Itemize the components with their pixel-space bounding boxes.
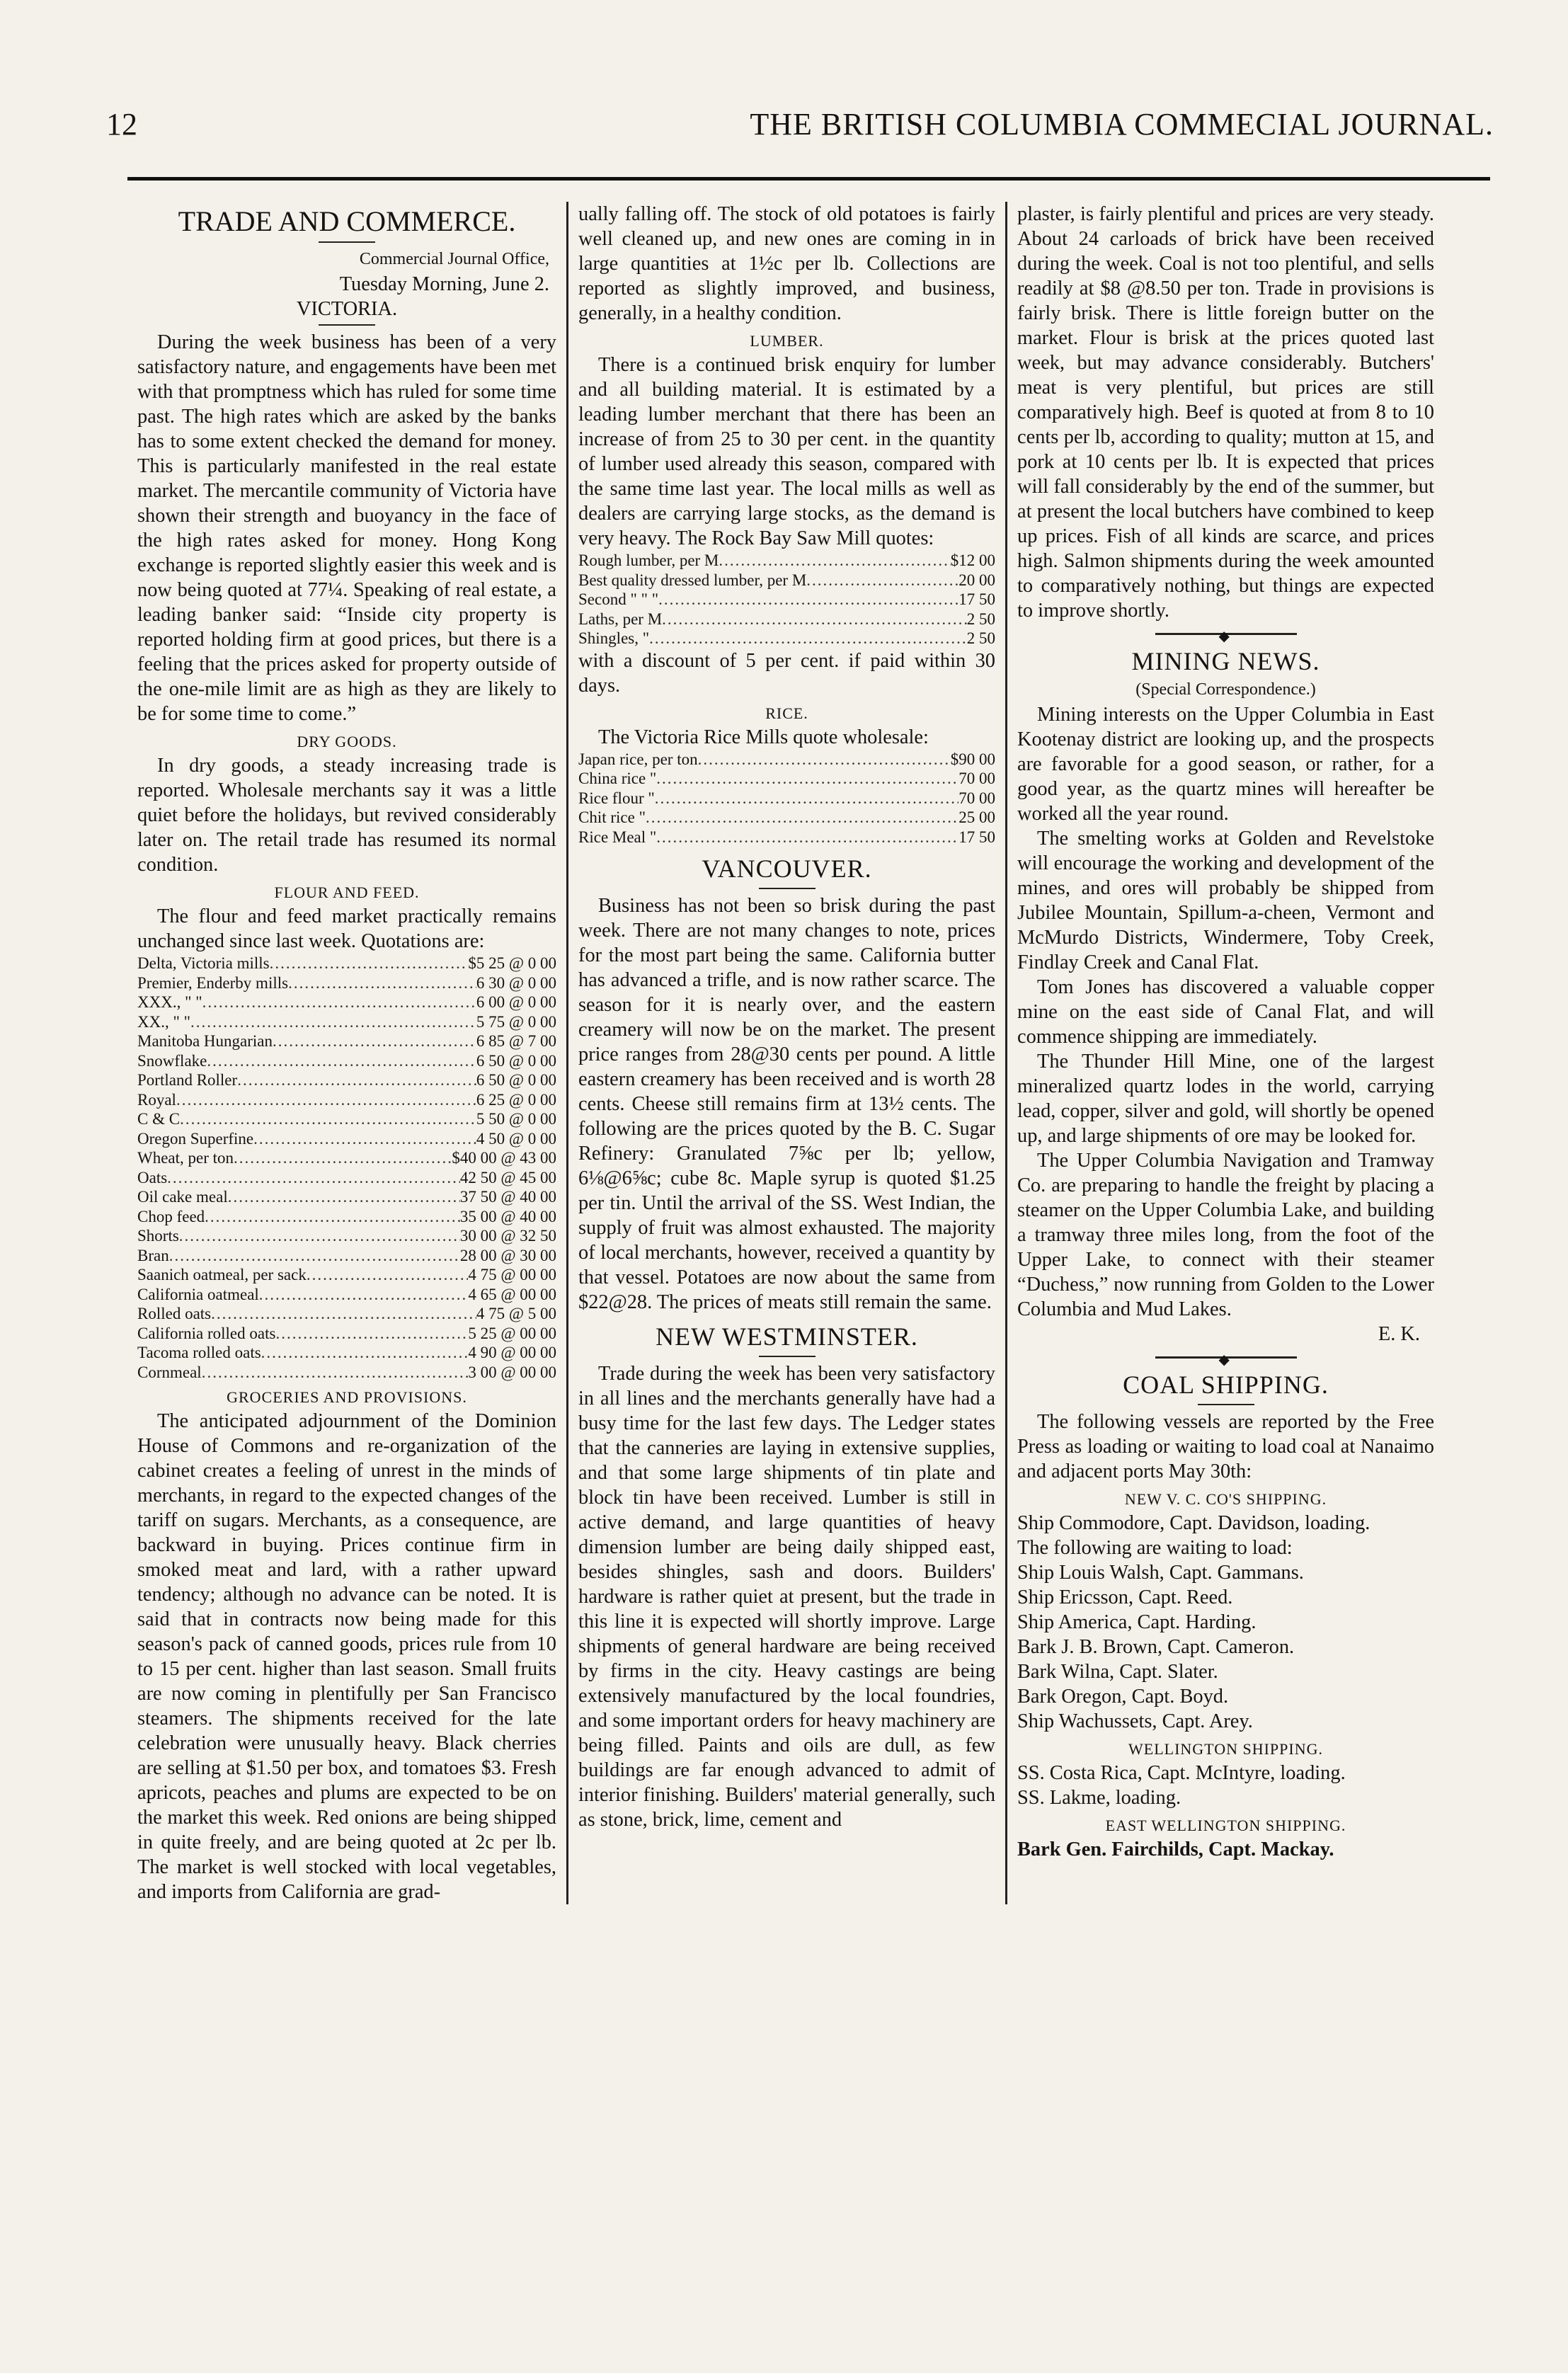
quote-row: China rice " ..... 70 00	[578, 769, 995, 789]
quote-row: C & C ..... 5 50 @ 0 00	[137, 1109, 556, 1129]
divider	[759, 888, 816, 889]
ship-entry: Bark Oregon, Capt. Boyd.	[1017, 1686, 1229, 1708]
divider	[319, 324, 375, 326]
quote-row: Snowflake ..... 6 50 @ 0 00	[137, 1051, 556, 1071]
vancouver-heading: VANCOUVER.	[702, 854, 872, 883]
quote-row: XXX., " " ..... 6 00 @ 0 00	[137, 993, 556, 1012]
mining-news-heading: MINING NEWS.	[1131, 647, 1320, 675]
column-1	[127, 202, 566, 1904]
ship-entry: Ship Ericsson, Capt. Reed.	[1017, 1586, 1233, 1608]
quote-row: Chit rice " ..... 25 00	[578, 808, 995, 828]
east-wellington-shipping-subheading: EAST WELLINGTON SHIPPING.	[1105, 1817, 1346, 1834]
mining-paragraph-5: The Upper Columbia Navigation and Tramway Co. are preparing to handle the freight by placing a steamer on the Upper Columbia Lake, and building a tramway three miles long, from the foot of the Upper Lake, to connect with their steamer “Duchess,” now running from Golden to the Lower Columbia and Mud Lakes.	[1017, 1150, 1434, 1320]
city-heading-victoria: VICTORIA.	[296, 298, 398, 320]
divider	[759, 1356, 816, 1357]
lumber-paragraph: There is a continued brisk enquiry for lumber and all building material. It is estimated by a leading lumber merchant that there has been an increase of from 25 to 30 per cent. in the quantity of lumber used already this season, compared with the same time last year. The local mills as well as dealers are carrying large stocks, as the demand is very heavy. The Rock Bay Saw Mill quotes:	[578, 354, 995, 549]
dateline-date: Tuesday Morning, June 2.	[339, 273, 549, 295]
quote-row: Portland Roller ..... 6 50 @ 0 00	[137, 1070, 556, 1090]
new-westminster-paragraph: Trade during the week has been very satisfactory in all lines and the merchants generally have had a busy time for the last few days. The Ledger states that the canneries are laying in extensive supplies, and that some large shipments of tin plate and block tin have been received. Lumber is still in active demand, and large quantities of heavy dimension lumber are being daily shipped east, besides shingles, sash and doors. Builders' hardware is rather quiet at present, but the trade in this line it is expected will shortly improve. Large shipments of general hardware are being received by firms in the city. Heavy castings are being extensively manufactured by the local foundries, and some important orders for heavy machinery are being filled. Paints and oils are dull, as few buildings are far enough advanced to admit of interior finishing. Builders' material generally, such as stone, brick, lime, cement and	[578, 1363, 995, 1831]
mining-paragraph-4: The Thunder Hill Mine, one of the largest mineralized quartz lodes in the world, carrying lead, copper, silver and gold, will shortly be opened up, and large shipments of ore may be looked for.	[1017, 1051, 1434, 1147]
mining-paragraph-3: Tom Jones has discovered a valuable copper mine on the east side of Canal Flat, and will commence shipping are immediately.	[1017, 976, 1434, 1048]
quote-row: Second " " " ..... 17 50	[578, 590, 995, 610]
rice-subheading: RICE.	[765, 704, 808, 722]
signature-initials: E. K.	[1378, 1323, 1420, 1345]
quote-row: Shorts ..... 30 00 @ 32 50	[137, 1226, 556, 1246]
victoria-intro-paragraph: During the week business has been of a very satisfactory nature, and engagements have been met with that promptness which has ruled for some time past. The high rates which are asked by the banks has to some extent checked the demand for money. This is particularly manifested in the real estate market. The mercantile community of Victoria have shown their strength and buoyancy in the face of the high rates asked for money. Hong Kong exchange is reported slightly easier this week and is now being quoted at 77¼. Speaking of real estate, a leading banker said: “Inside city property is reported holding firm at good prices, but there is a feeling that the prices asked for property outside of the one-mile limit are as high as they are likely to be for some time to come.”	[137, 331, 556, 725]
ship-entry: Bark Gen. Fairchilds, Capt. Mackay.	[1017, 1839, 1334, 1860]
quote-row: Bran ..... 28 00 @ 30 00	[137, 1246, 556, 1266]
waiting-label: The following are waiting to load:	[1017, 1537, 1293, 1559]
quote-row: California rolled oats ..... 5 25 @ 00 00	[137, 1324, 556, 1344]
journal-title: THE BRITISH COLUMBIA COMMECIAL JOURNAL.	[750, 107, 1494, 142]
dateline-office: Commercial Journal Office,	[359, 250, 549, 268]
ornament-divider	[1155, 633, 1297, 635]
ship-entry: SS. Lakme, loading.	[1017, 1787, 1181, 1809]
column-3	[1005, 202, 1444, 1904]
divider	[1198, 1404, 1254, 1405]
quote-row: Rice Meal " ..... 17 50	[578, 828, 995, 847]
ship-entry: SS. Costa Rica, Capt. McIntyre, loading.	[1017, 1762, 1346, 1784]
new-vc-shipping-subheading: NEW V. C. CO'S SHIPPING.	[1124, 1490, 1327, 1508]
ship-entry: Bark Wilna, Capt. Slater.	[1017, 1661, 1218, 1683]
quote-row: Rice flour " ..... 70 00	[578, 789, 995, 808]
quote-row: Saanich oatmeal, per sack ..... 4 75 @ 00 00	[137, 1265, 556, 1285]
rice-paragraph: The Victoria Rice Mills quote wholesale:	[598, 726, 929, 748]
lumber-quote-list	[578, 551, 995, 648]
quote-row: Royal ..... 6 25 @ 0 00	[137, 1090, 556, 1110]
flour-feed-subheading: FLOUR AND FEED.	[274, 884, 420, 901]
coal-shipping-heading: COAL SHIPPING.	[1123, 1371, 1329, 1399]
header-rule	[127, 177, 1490, 181]
quote-row: Manitoba Hungarian ..... 6 85 @ 7 00	[137, 1031, 556, 1051]
ship-entry: Bark J. B. Brown, Capt. Cameron.	[1017, 1636, 1295, 1658]
ship-entry: Ship Wachussets, Capt. Arey.	[1017, 1710, 1253, 1732]
quote-row: Delta, Victoria mills ..... $5 25 @ 0 00	[137, 954, 556, 973]
groceries-continued-paragraph: ually falling off. The stock of old potatoes is fairly well cleaned up, and new ones are coming in in large quantities at 1½c per lb. Collections are reported as slightly improved, and business, generally, in a healthy condition.	[578, 203, 995, 324]
flour-quote-list	[137, 954, 556, 1382]
quote-row: Rough lumber, per M ..... $12 00	[578, 551, 995, 571]
lumber-note: with a discount of 5 per cent. if paid within 30 days.	[578, 649, 995, 697]
ship-entry: Ship America, Capt. Harding.	[1017, 1611, 1257, 1633]
quote-row: Oats ..... 42 50 @ 45 00	[137, 1168, 556, 1188]
wellington-shipping-subheading: WELLINGTON SHIPPING.	[1128, 1740, 1324, 1758]
quote-row: Laths, per M ..... 2 50	[578, 610, 995, 629]
quote-row: Wheat, per ton ..... $40 00 @ 43 00	[137, 1148, 556, 1168]
quote-row: Best quality dressed lumber, per M ..... 20 00	[578, 571, 995, 590]
rice-quote-list	[578, 750, 995, 847]
new-westminster-heading: NEW WESTMINSTER.	[656, 1322, 918, 1351]
quote-row: California oatmeal ..... 4 65 @ 00 00	[137, 1285, 556, 1305]
mining-paragraph-2: The smelting works at Golden and Revelstoke will encourage the working and development of the mines, and ores will probably be shipped from Jubilee Mountain, Spillum-a-cheen, Vermont and McMurdo Districts, Windermere, Toby Creek, Findlay Creek and Canal Flat.	[1017, 828, 1434, 973]
quote-row: Cornmeal ..... 3 00 @ 00 00	[137, 1363, 556, 1383]
divider	[319, 241, 375, 243]
quote-row: Shingles, " ..... 2 50	[578, 629, 995, 648]
page-number: 12	[106, 107, 137, 142]
groceries-paragraph: The anticipated adjournment of the Dominion House of Commons and re-organization of the cabinet creates a feeling of unrest in the minds of merchants, in regard to the expected changes of the tariff on sugars. Merchants, as a consequence, are backward in buying. Prices continue firm in smoked meat and lard, with a rather upward tendency; although no advance can be noted. It is said that in contracts now being made for this season's pack of canned goods, prices rule from 10 to 15 per cent. higher than last season. Small fruits are now coming in plentifully per San Francisco steamers. The shipments received for the late celebration were unusually heavy. Black cherries are selling at $1.50 per box, and tomatoes $3. Fresh apricots, peaches and plums are expected to be on the market this week. Red onions are being shipped in quite freely, and are being quoted at 2c per lb. The market is well stocked with local vegetables, and imports from California are grad-	[137, 1410, 556, 1903]
dry-goods-subheading: DRY GOODS.	[297, 733, 397, 750]
quote-row: Oil cake meal ..... 37 50 @ 40 00	[137, 1187, 556, 1207]
ship-entry: Ship Louis Walsh, Capt. Gammans.	[1017, 1562, 1304, 1584]
columns	[127, 202, 1490, 1904]
mining-paragraph-1: Mining interests on the Upper Columbia in East Kootenay district are looking up, and the prospects are favorable for a good season, or rather, for a good year, as the quartz mines will hereafter be worked all the year round.	[1017, 704, 1434, 825]
quote-row: Chop feed ..... 35 00 @ 40 00	[137, 1207, 556, 1227]
ornament-divider	[1155, 1356, 1297, 1359]
flour-feed-paragraph: The flour and feed market practically remains unchanged since last week. Quotations are:	[137, 905, 556, 952]
quote-row: Tacoma rolled oats ..... 4 90 @ 00 00	[137, 1343, 556, 1363]
lumber-subheading: LUMBER.	[750, 332, 824, 350]
masthead	[106, 106, 1515, 142]
quote-row: Rolled oats ..... 4 75 @ 5 00	[137, 1304, 556, 1324]
quote-row: Premier, Enderby mills ..... 6 30 @ 0 00	[137, 973, 556, 993]
quote-row: Oregon Superfine ..... 4 50 @ 0 00	[137, 1129, 556, 1149]
coal-shipping-paragraph: The following vessels are reported by the Free Press as loading or waiting to load coal at Nanaimo and adjacent ports May 30th:	[1017, 1411, 1434, 1482]
column-2	[566, 202, 1005, 1904]
dry-goods-paragraph: In dry goods, a steady increasing trade is reported. Wholesale merchants say it was a little quiet before the holidays, but revived considerably later on. The retail trade has resumed its normal condition.	[137, 755, 556, 876]
vancouver-paragraph: Business has not been so brisk during the past week. There are not many changes to note, prices for the most part being the same. California butter has advanced a trifle, and is now rather scarce. The season for it is nearly over, and the eastern creamery will now be on the market. The present price ranges from 28@30 cents per pound. A little eastern creamery has been received and is worth 28 cents. Cheese still remains firm at 13½ cents. The following are the prices quoted by the B. C. Sugar Refinery: Granulated 7⅝c per lb; yellow, 6⅛@6⅝c; cube 8c. Maple syrup is quoted $1.25 per tin. Until the arrival of the SS. West Indian, the supply of fruit was almost exhausted. The majority of local merchants, however, received a quantity by that vessel. Potatoes are now about the same from $22@28. The prices of meats still remain the same.	[578, 895, 995, 1313]
special-correspondence-label: (Special Correspondence.)	[1135, 680, 1316, 699]
dateline	[137, 247, 556, 297]
quote-row: XX., " " ..... 5 75 @ 0 00	[137, 1012, 556, 1032]
trade-commerce-heading: TRADE AND COMMERCE.	[178, 205, 516, 237]
quote-row: Japan rice, per ton ..... $90 00	[578, 750, 995, 770]
ship-entry: Ship Commodore, Capt. Davidson, loading.	[1017, 1512, 1370, 1534]
new-westminster-continued-paragraph: plaster, is fairly plentiful and prices are very steady. About 24 carloads of brick have been received during the week. Coal is not too plentiful, and sells readily at $8 @8.50 per ton. Trade in provisions is fairly brisk. There is little foreign butter on the market. Flour is brisk at the prices quoted last week, but may advance considerably. Butchers' meat is very plentiful, but prices are still comparatively high. Beef is quoted at from 8 to 10 cents per lb, according to quality; mutton at 15, and pork at 10 cents per lb. It is expected that prices will fall considerably by the end of the summer, but at present the local butchers have combined to keep up prices. Fish of all kinds are scarce, and prices high. Salmon shipments during the week amounted to comparatively nothing, but things are expected to improve shortly.	[1017, 203, 1434, 622]
groceries-subheading: GROCERIES AND PROVISIONS.	[227, 1388, 467, 1406]
